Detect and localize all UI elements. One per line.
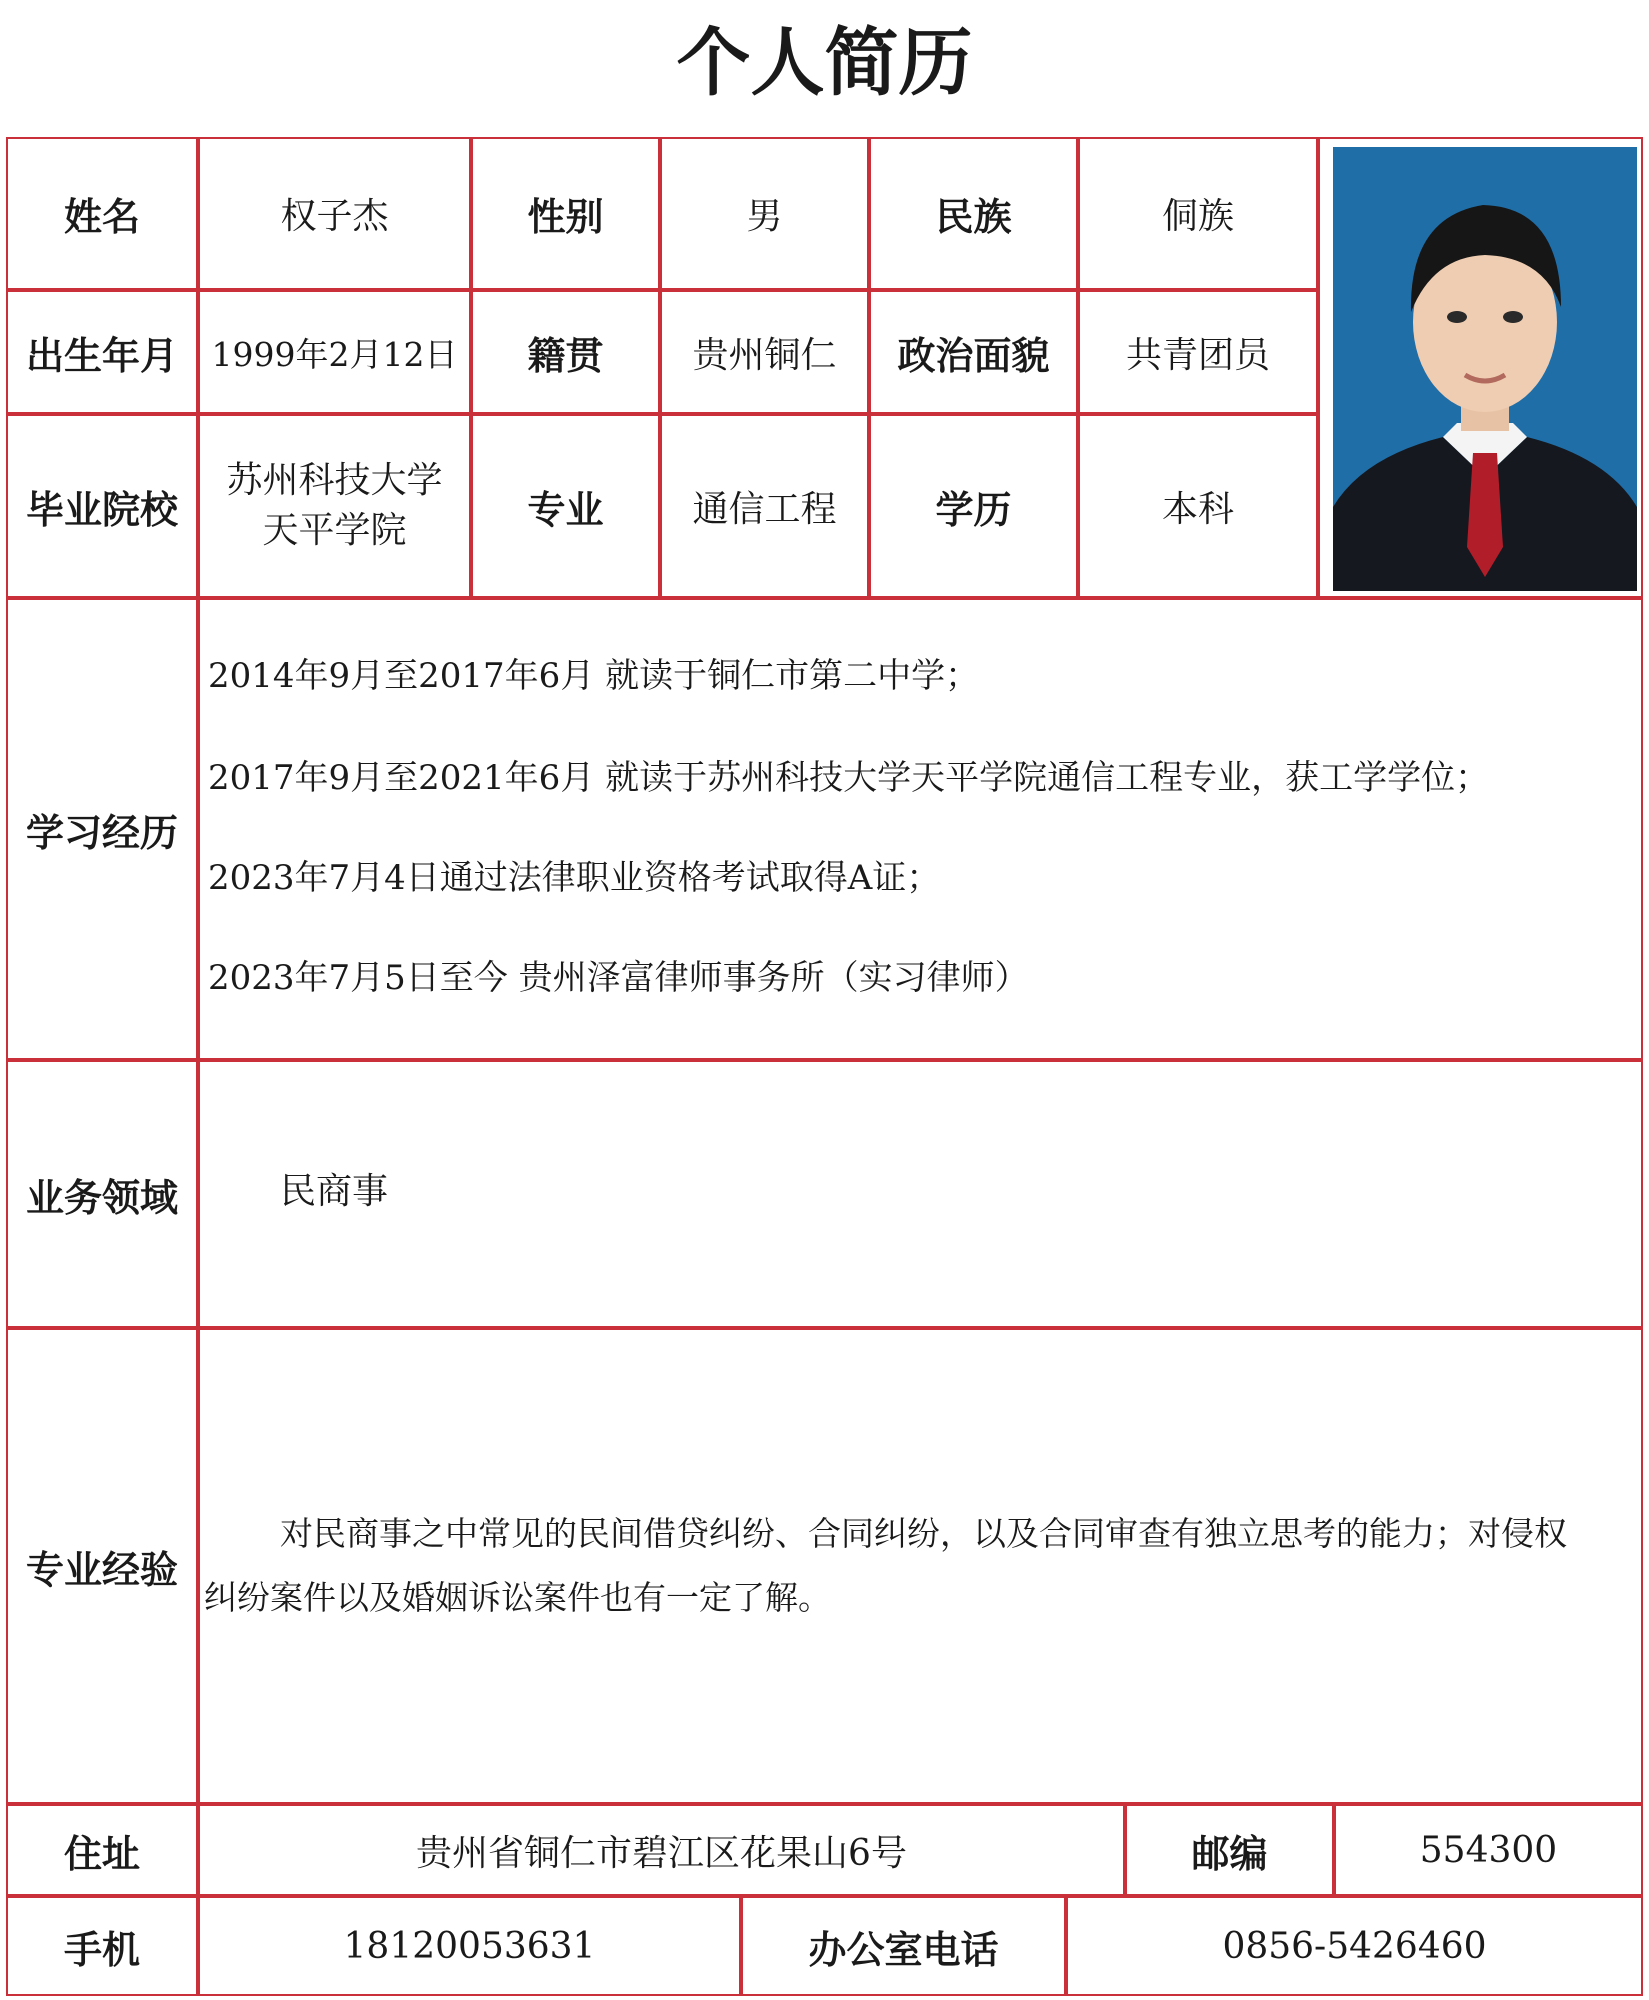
political-status-value: 共青团员 (1078, 290, 1318, 414)
ethnicity-label: 民族 (869, 137, 1078, 290)
experience-label: 专业经验 (6, 1328, 198, 1804)
postcode-value: 554300 (1334, 1804, 1643, 1896)
page-title: 个人简历 (676, 20, 973, 106)
school-value (198, 414, 471, 598)
degree-label: 学历 (869, 414, 1078, 598)
name-value: 权子杰 (198, 137, 471, 290)
education-line-4: 2023年7月5日至今 贵州泽富律师事务所（实习律师） (208, 958, 1029, 998)
business-area-label: 业务领域 (6, 1060, 198, 1328)
education-line-3: 2023年7月4日通过法律职业资格考试取得A证； (208, 858, 941, 898)
experience-line-2: 纠纷案件以及婚姻诉讼案件也有一定了解。 (204, 1578, 831, 1617)
experience-content (198, 1328, 1643, 1804)
native-place-value: 贵州铜仁 (660, 290, 869, 414)
office-phone-value: 0856-5426460 (1066, 1896, 1643, 1996)
native-place-label: 籍贯 (471, 290, 660, 414)
education-content (198, 598, 1643, 1060)
education-label: 学习经历 (6, 598, 198, 1060)
school-line-1: 苏州科技大学 (226, 460, 443, 501)
school-line-2: 天平学院 (262, 510, 407, 551)
gender-value: 男 (660, 137, 869, 290)
experience-line-1: 对民商事之中常见的民间借贷纠纷、合同纠纷，以及合同审查有独立思考的能力；对侵权 (280, 1514, 1567, 1553)
gender-label: 性别 (471, 137, 660, 290)
education-line-1: 2014年9月至2017年6月 就读于铜仁市第二中学； (208, 656, 980, 696)
office-phone-label: 办公室电话 (741, 1896, 1066, 1996)
mobile-value: 18120053631 (198, 1896, 741, 1996)
business-area-content (198, 1060, 1643, 1328)
name-label: 姓名 (6, 137, 198, 290)
portrait-icon (1333, 147, 1637, 591)
birth-label: 出生年月 (6, 290, 198, 414)
major-value: 通信工程 (660, 414, 869, 598)
business-area-value: 民商事 (280, 1171, 389, 1212)
portrait-photo (1333, 147, 1637, 591)
address-value: 贵州省铜仁市碧江区花果山6号 (198, 1804, 1125, 1896)
degree-value: 本科 (1078, 414, 1318, 598)
mobile-label: 手机 (6, 1896, 198, 1996)
major-label: 专业 (471, 414, 660, 598)
postcode-label: 邮编 (1125, 1804, 1334, 1896)
birth-value: 1999年2月12日 (198, 290, 471, 414)
school-label: 毕业院校 (6, 414, 198, 598)
political-status-label: 政治面貌 (869, 290, 1078, 414)
education-line-2: 2017年9月至2021年6月 就读于苏州科技大学天平学院通信工程专业，获工学学位； (208, 758, 1490, 798)
ethnicity-value: 侗族 (1078, 137, 1318, 290)
address-label: 住址 (6, 1804, 198, 1896)
